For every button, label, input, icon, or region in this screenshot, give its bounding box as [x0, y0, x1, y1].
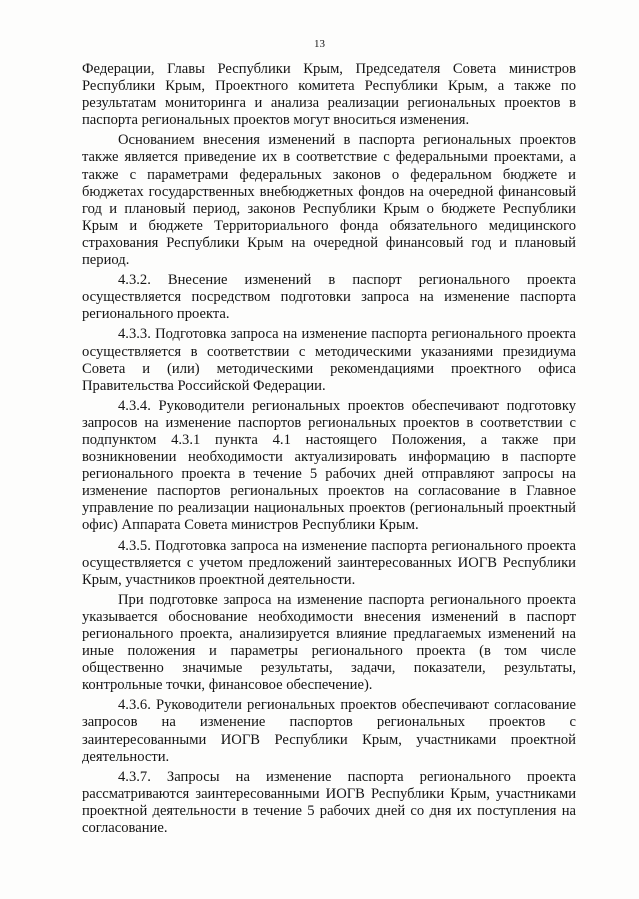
paragraph-4-3-5: 4.3.5. Подготовка запроса на изменение паспорта регионального проекта осуществляется с учетом предложений заинтересованных ИОГВ Республики Крым, участников проектной деятельности.: [82, 537, 576, 588]
paragraph-4-3-2: 4.3.2. Внесение изменений в паспорт регионального проекта осуществляется посредством подготовки запроса на изменение паспорта регионального проекта.: [82, 272, 576, 323]
paragraph-basis-for-changes: Основанием внесения изменений в паспорта региональных проектов также является приведение их в соответствие с федеральными проектами, а также с параметрами федеральных законов о федеральном бюджете и бюджетах государственных внебюджетных фондов на очередной финансовый год и плановый период, законов Республики Крым о бюджете Республики Крым и бюджете Территориального фонда обязательного медицинского страхования Республики Крым на очередной финансовый год и плановый период.: [82, 132, 576, 269]
paragraph-request-preparation: При подготовке запроса на изменение паспорта регионального проекта указывается обоснование необходимости внесения изменений в паспорт регионального проекта, анализируется влияние предлагаемых изменений на иные положения и параметры регионального проекта (в том числе общественно значимые результаты, задачи, показатели, результаты, контрольные точки, финансовое обеспечение).: [82, 591, 576, 694]
paragraph-continuation: Федерации, Главы Республики Крым, Председателя Совета министров Республики Крым, Проектного комитета Республики Крым, а также по результатам мониторинга и анализа реализации региональных проектов в паспорта региональных проектов могут вноситься изменения.: [82, 61, 576, 129]
paragraph-4-3-6: 4.3.6. Руководители региональных проектов обеспечивают согласование запросов на изменение паспортов региональных проектов с заинтересованными ИОГВ Республики Крым, участниками проектной деятельности.: [82, 697, 576, 765]
page-number: 13: [314, 38, 325, 50]
paragraph-4-3-7: 4.3.7. Запросы на изменение паспорта регионального проекта рассматриваются заинтересованными ИОГВ Республики Крым, участниками проектной деятельности в течение 5 рабочих дней со дня их поступления на согласование.: [82, 768, 576, 837]
paragraph-4-3-3: 4.3.3. Подготовка запроса на изменение паспорта регионального проекта осуществляется в соответствии с методическими указаниями президиума Совета и (или) методическими рекомендациями проектного офиса Правительства Российской Федерации.: [82, 326, 576, 394]
paragraph-4-3-4: 4.3.4. Руководители региональных проектов обеспечивают подготовку запросов на изменение паспортов региональных проектов в соответствии с подпунктом 4.3.1 пункта 4.1 настоящего Положения, а также при возникновении необходимости актуализировать информацию в паспорте регионального проекта в течение 5 рабочих дней отправляют запросы на изменение паспортов региональных проектов на согласование в Главное управление по реализации национальных проектов (региональный проектный офис) Аппарата Совета министров Республики Крым.: [82, 397, 576, 534]
document-body: [82, 61, 576, 837]
